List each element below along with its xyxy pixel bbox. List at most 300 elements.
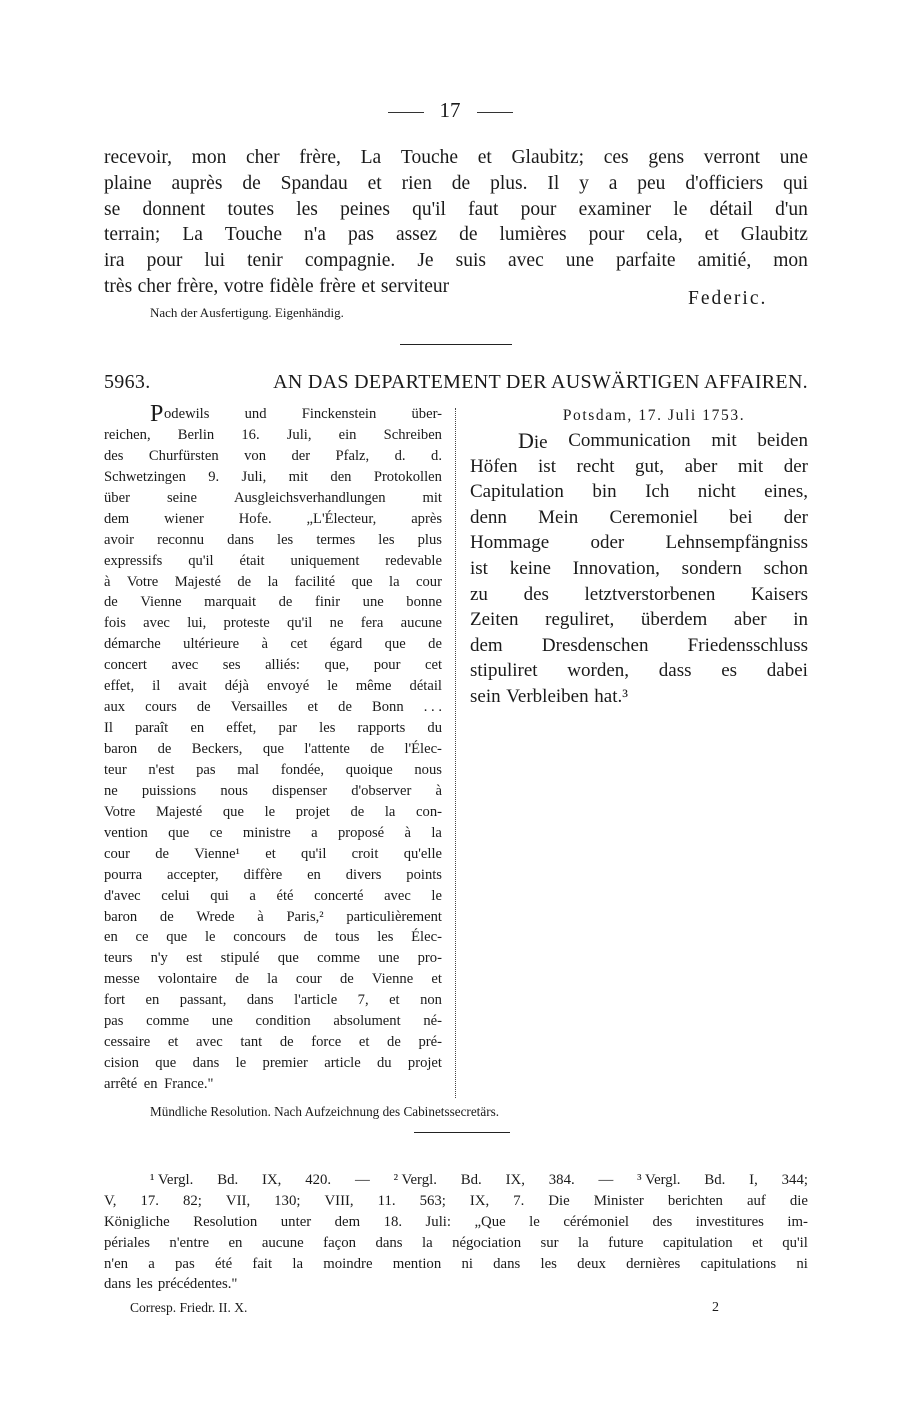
word: des: [523, 583, 549, 605]
word: né-: [423, 1013, 442, 1030]
word: terrain;: [104, 224, 161, 246]
word: ne: [104, 782, 118, 799]
word: que: [222, 803, 244, 820]
word: fort: [104, 992, 126, 1009]
word: force: [311, 1034, 342, 1051]
word: ultérieure: [183, 636, 240, 653]
word: n'est: [148, 761, 175, 778]
word: la: [384, 803, 396, 820]
word: et: [752, 1234, 763, 1251]
word: Glaubitz: [740, 224, 808, 246]
word: Mein: [538, 506, 579, 528]
word: auf: [746, 1192, 766, 1209]
word: les: [277, 531, 294, 548]
word: 7,: [357, 992, 369, 1009]
word: de: [104, 594, 118, 611]
word: que: [168, 824, 190, 841]
word: Majesté: [174, 573, 221, 590]
word: peines: [340, 198, 390, 220]
word: qu'il: [782, 1234, 808, 1251]
word: et: [367, 172, 382, 194]
word: Höfen: [470, 455, 518, 477]
word: Die: [548, 1192, 570, 1209]
word: capitulation: [662, 1234, 733, 1251]
word: dans: [104, 1276, 132, 1293]
word: frère,: [176, 275, 219, 297]
word: une: [779, 147, 808, 168]
text-line: [104, 197, 808, 223]
word: lumières: [499, 224, 567, 246]
footnote-rule: [414, 1132, 510, 1133]
word: sondern: [681, 557, 742, 579]
word: qu'il: [287, 615, 313, 632]
signature: Federic.: [688, 288, 768, 309]
word: particulièrement: [346, 908, 442, 925]
word: teurs: [104, 950, 133, 967]
resolution-line: [470, 505, 808, 531]
word: pas: [196, 761, 216, 778]
word: de: [370, 741, 385, 757]
word: tous: [335, 929, 360, 946]
word: le: [673, 198, 688, 220]
word: avoir: [104, 531, 134, 548]
summary-line: [104, 823, 442, 844]
word: suis: [455, 250, 486, 272]
word: votre: [223, 275, 264, 297]
word: alliés:: [265, 657, 300, 674]
word: Königliche: [104, 1213, 170, 1230]
word: serviteur: [380, 275, 450, 297]
word: Capitulation: [470, 481, 564, 503]
summary-line: [104, 467, 442, 488]
word: Il: [104, 720, 113, 737]
word: Beckers,: [191, 741, 243, 757]
summary-line: [104, 760, 442, 781]
word: les: [540, 1255, 557, 1272]
word: la: [267, 573, 279, 590]
word: baron: [104, 741, 138, 757]
word: du: [377, 1055, 392, 1072]
word: Dresdenschen: [541, 634, 649, 656]
word: future: [608, 1234, 644, 1251]
word: mit: [711, 430, 737, 451]
word: les: [136, 1276, 153, 1293]
word: uniquement: [290, 552, 360, 569]
word: une: [378, 950, 400, 967]
word: l'attente: [304, 741, 350, 757]
summary-line: [104, 948, 442, 969]
word: arrêté: [104, 1076, 138, 1092]
word: 384.: [548, 1172, 575, 1188]
word: concert: [104, 657, 147, 674]
footnote-line: [104, 1233, 808, 1254]
word: VIII,: [324, 1192, 354, 1209]
word: stipulé: [220, 950, 260, 967]
word: Juli,: [286, 426, 312, 443]
summary-line: [104, 886, 442, 907]
word: keine: [509, 557, 551, 579]
text-line: [104, 145, 808, 171]
word: par: [278, 720, 298, 737]
word: était: [239, 552, 265, 569]
word: frère: [319, 275, 356, 297]
word: plus.: [490, 172, 528, 194]
word: bei: [729, 506, 753, 528]
word: de: [451, 172, 471, 194]
word: la: [421, 1234, 433, 1251]
word: reichen,: [104, 426, 151, 443]
word: avait: [178, 678, 207, 695]
word: Ceremoniel: [609, 506, 699, 528]
word: dabei: [766, 660, 808, 682]
word: n'y: [150, 950, 168, 967]
word: pas: [104, 1013, 124, 1030]
word: IX,: [262, 1172, 282, 1188]
word: Schreiben: [383, 426, 442, 443]
word: à: [257, 908, 264, 925]
word: oder: [590, 532, 625, 554]
word: mit: [422, 489, 442, 506]
word: ira: [104, 250, 125, 272]
word: plaine: [104, 172, 152, 194]
word: qui: [210, 887, 229, 904]
resolution-line: [470, 530, 808, 556]
resolution-line: [470, 684, 808, 710]
word: reconnu: [157, 531, 205, 548]
word: et: [265, 845, 276, 862]
word: Votre: [104, 803, 136, 820]
resolution-line: [470, 428, 808, 454]
resolution-line: [470, 607, 808, 633]
word: projet: [407, 1055, 442, 1072]
word: de: [428, 636, 442, 653]
summary-line: [104, 1053, 442, 1074]
word: que: [166, 929, 188, 946]
word: VII,: [225, 1192, 251, 1209]
word: cours: [145, 699, 177, 716]
page-number: 17: [439, 98, 461, 122]
word: Churfürsten: [148, 447, 219, 464]
word: passant,: [179, 992, 227, 1009]
footnotes: [104, 1170, 808, 1295]
summary-line: [104, 907, 442, 928]
word: qu'il: [301, 845, 327, 862]
word: Spandau: [280, 172, 348, 194]
document-heading: [104, 371, 808, 394]
word: Ausgleichsverhandlungen: [233, 489, 386, 506]
word: fondée,: [280, 761, 325, 778]
resolution-line: [470, 633, 808, 659]
word: diffère: [243, 866, 283, 883]
word: ministre: [242, 824, 291, 841]
word: d'avec: [104, 887, 141, 904]
word: y: [579, 172, 589, 194]
word: hat.³: [594, 685, 628, 707]
word: Communication: [568, 430, 691, 451]
word: effet,: [226, 720, 257, 737]
word: des: [104, 447, 124, 464]
word: Vienne: [371, 971, 414, 988]
word: la: [292, 1255, 304, 1272]
word: rapports: [357, 720, 406, 737]
word: dans: [493, 1255, 521, 1272]
word: „Que: [474, 1213, 506, 1230]
word: verront: [703, 147, 761, 168]
word: n'en: [104, 1255, 129, 1272]
word: bin: [592, 481, 617, 503]
word: compagnie.: [304, 250, 396, 272]
word: envoyé: [267, 678, 310, 695]
word: dem: [334, 1213, 361, 1230]
word: mon: [773, 250, 808, 272]
word: assez: [395, 224, 438, 246]
word: a: [608, 172, 618, 194]
summary-line: [104, 1011, 442, 1032]
word: de: [242, 172, 261, 194]
word: dispenser: [271, 782, 328, 799]
word: absolument: [333, 1013, 401, 1030]
summary-line: [104, 927, 442, 948]
word: de: [196, 699, 211, 716]
word: de: [279, 1034, 294, 1051]
word: divers: [345, 866, 382, 883]
word: en: [190, 720, 205, 737]
word: et: [431, 971, 442, 988]
word: cour: [104, 845, 130, 862]
word: que: [384, 636, 406, 653]
word: qu'il: [412, 198, 446, 220]
word: wiener: [164, 510, 204, 527]
word: ³ Vergl.: [637, 1172, 681, 1188]
word: d'officiers: [685, 172, 764, 194]
word: cessaire: [104, 1034, 151, 1051]
resolution-line: [470, 556, 808, 582]
summary-line: [104, 802, 442, 823]
word: que: [155, 1055, 177, 1072]
word: Zeiten: [470, 609, 519, 631]
summary-line: [104, 592, 442, 613]
word: cher: [137, 275, 172, 297]
word: pour: [373, 657, 401, 674]
word: a: [148, 1255, 155, 1272]
word: Je: [417, 250, 434, 272]
word: Vienne¹: [194, 845, 240, 862]
word: Élec-: [411, 929, 442, 946]
resolution-line: [470, 454, 808, 480]
summary-line: [104, 781, 442, 802]
word: teur: [104, 761, 127, 778]
summary-line: [104, 634, 442, 655]
word: le: [327, 678, 338, 695]
word: déjà: [224, 678, 250, 695]
word: 420.: [305, 1172, 332, 1188]
text-line: [104, 171, 808, 197]
word: Juli,: [241, 468, 267, 485]
word: IX,: [469, 1192, 490, 1209]
word: de: [278, 594, 293, 611]
word: pour: [146, 250, 183, 272]
word: ces: [603, 147, 629, 168]
word: —: [598, 1172, 614, 1188]
word: une: [211, 1013, 233, 1030]
word: en: [228, 1234, 243, 1251]
word: Ich: [645, 481, 670, 503]
word: du: [427, 720, 442, 737]
word: ni: [461, 1255, 473, 1272]
word: messe: [104, 971, 140, 988]
word: ² Vergl.: [393, 1172, 437, 1188]
word: donnent: [142, 198, 206, 220]
word: faut: [468, 198, 499, 220]
word: aber: [684, 455, 718, 477]
word: façon: [323, 1234, 357, 1251]
word: pour: [588, 224, 625, 246]
word: de: [159, 908, 174, 925]
word: n'entre: [169, 1234, 210, 1251]
right-dropcap: D: [518, 428, 534, 453]
word: mit: [737, 455, 764, 477]
word: les: [377, 929, 394, 946]
word: même: [355, 678, 392, 695]
document-title: AN DAS DEPARTEMENT DER AUSWÄRTIGEN AFFAIREN.: [273, 371, 808, 393]
word: La: [360, 147, 382, 168]
word: d'observer: [351, 782, 412, 799]
summary-line: [104, 844, 442, 865]
word: croit: [351, 845, 379, 862]
word: d.: [394, 447, 406, 464]
word: en: [143, 1076, 158, 1092]
word: Verbleiben: [506, 685, 589, 707]
word: lui: [204, 250, 226, 272]
word: périales: [104, 1234, 151, 1251]
word: die: [789, 1192, 808, 1209]
word: reguliret,: [545, 609, 615, 631]
word: den: [330, 468, 352, 485]
word: condition: [255, 1013, 311, 1030]
word: recht: [576, 455, 615, 477]
summary-line: [104, 655, 442, 676]
word: de: [350, 803, 365, 820]
word: deux: [577, 1255, 606, 1272]
word: beiden: [757, 430, 808, 451]
left-dropcap: P: [150, 401, 164, 427]
word: une: [362, 594, 384, 611]
summary-line: [104, 613, 442, 634]
word: de: [339, 971, 354, 988]
summary-line: [104, 969, 442, 990]
word: in: [793, 609, 808, 631]
word: et: [704, 224, 719, 246]
word: que: [262, 741, 284, 757]
summary-line: [104, 1032, 442, 1053]
summary-line: [104, 446, 442, 467]
word: IX,: [505, 1172, 525, 1188]
word: été: [276, 887, 294, 904]
resolution-line: [470, 582, 808, 608]
footnote-line: [104, 1170, 808, 1191]
word: aux: [104, 699, 126, 716]
column-divider: [455, 408, 456, 1098]
word: ist: [470, 557, 488, 579]
word: fidèle: [269, 275, 314, 297]
word: überdem: [640, 609, 708, 631]
word: der: [783, 506, 808, 528]
word: le: [431, 887, 442, 904]
word: Paris,²: [286, 908, 324, 925]
word: ie: [533, 432, 548, 453]
word: Versailles: [230, 699, 288, 716]
word: nicht: [697, 481, 736, 503]
word: odewils: [164, 406, 210, 422]
word: cher: [246, 147, 280, 168]
word: le: [529, 1213, 540, 1230]
word: ist: [538, 455, 556, 477]
word: Berlin: [177, 426, 215, 443]
word: précédentes.": [157, 1276, 238, 1293]
word: Finckenstein: [301, 406, 377, 422]
word: denn: [470, 506, 507, 528]
word: 130;: [274, 1192, 301, 1209]
summary-line: [104, 1074, 442, 1095]
word: est: [186, 950, 203, 967]
word: égard: [329, 636, 363, 653]
word: aucune: [400, 615, 442, 632]
left-column-summary: [104, 401, 442, 1095]
word: d'un: [775, 198, 808, 220]
word: pro-: [417, 950, 442, 967]
word: cet: [290, 636, 308, 653]
word: paraît: [135, 720, 169, 737]
word: proposé: [337, 824, 385, 841]
word: eines,: [764, 481, 808, 503]
word: en: [104, 929, 118, 946]
word: V,: [104, 1192, 117, 1209]
summary-line: [104, 551, 442, 572]
footer-corresp: Corresp. Friedr. II. X.: [130, 1300, 248, 1315]
word: puissions: [141, 782, 197, 799]
word: ein: [338, 426, 357, 443]
word: dem: [470, 634, 503, 656]
word: effet,: [104, 678, 135, 695]
word: 7.: [513, 1192, 525, 1209]
word: mention: [392, 1255, 442, 1272]
word: Hofe.: [238, 510, 272, 527]
word: premier: [262, 1055, 308, 1072]
footnote-line: [104, 1212, 808, 1233]
word: la: [431, 824, 442, 841]
summary-line: [104, 530, 442, 551]
word: avec: [384, 887, 411, 904]
word: de: [237, 573, 252, 590]
word: über-: [411, 406, 442, 422]
resolution-note: Mündliche Resolution. Nach Aufzeichnung des Cabinetssecretärs.: [150, 1104, 500, 1119]
summary-line: [104, 572, 442, 593]
word: investitures: [695, 1213, 764, 1230]
word: unter: [280, 1213, 312, 1230]
word: très: [104, 275, 133, 297]
resolution-date: Potsdam, 17. Juli 1753.: [562, 407, 746, 424]
word: con-: [416, 803, 442, 820]
word: et: [361, 275, 376, 297]
word: pas: [347, 224, 374, 246]
word: ni: [796, 1255, 808, 1272]
word: à: [435, 782, 442, 799]
summary-line: [104, 697, 442, 718]
word: „L'Électeur,: [306, 510, 377, 527]
word: le: [235, 1055, 247, 1072]
word: bonne: [406, 594, 442, 611]
word: auprès: [171, 172, 223, 194]
